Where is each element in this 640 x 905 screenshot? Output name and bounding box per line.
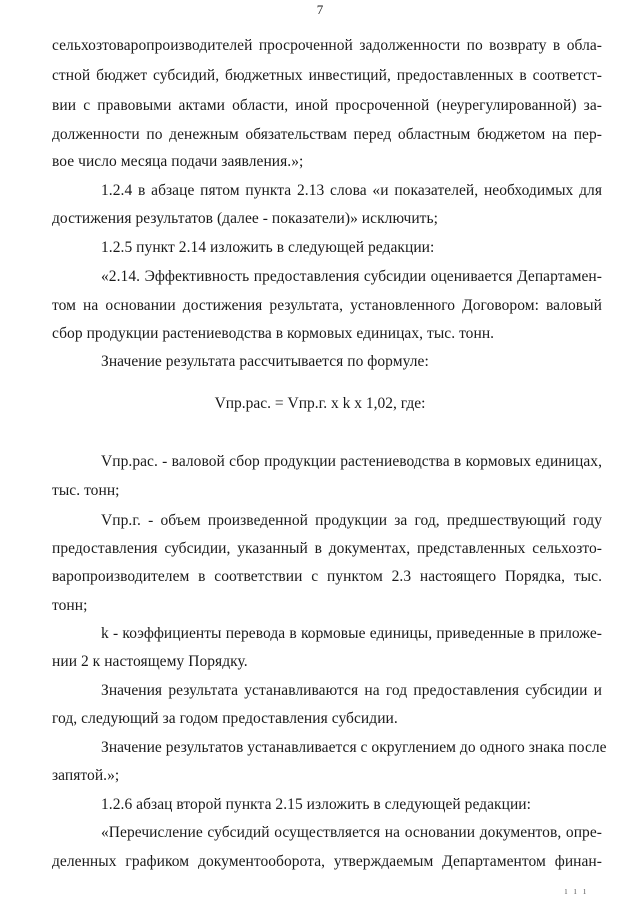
- formula: Vпр.рас. = Vпр.г. х k х 1,02, где:: [214, 395, 426, 412]
- text-line: стной бюджет субсидий, бюджетных инвестиций, предоставленных в соответст-: [52, 67, 602, 84]
- text-line: Значение результатов устанавливается с округлением до одного знака после: [101, 739, 607, 756]
- text-line: вое число месяца подачи заявления.»;: [52, 153, 304, 170]
- text-line: нии 2 к настоящему Порядку.: [52, 653, 248, 670]
- text-line: «2.14. Эффективность предоставления субсидии оценивается Департамен-: [101, 268, 602, 285]
- text-line: сельхозтоваропроизводителей просроченной задолженности по возврату в обла-: [52, 37, 602, 54]
- text-line: 1.2.5 пункт 2.14 изложить в следующей редакции:: [101, 239, 435, 256]
- text-line: Значение результата рассчитывается по формуле:: [101, 353, 429, 370]
- text-line: предоставления субсидии, указанный в документах, представленных сельхозто-: [52, 540, 602, 557]
- text-line: тыс. тонн;: [52, 482, 120, 499]
- text-line: год, следующий за годом предоставления субсидии.: [52, 710, 398, 727]
- text-line: k - коэффициенты перевода в кормовые единицы, приведенные в приложе-: [101, 625, 602, 642]
- text-line: 1.2.4 в абзаце пятом пункта 2.13 слова «и показателей, необходимых для: [101, 182, 602, 199]
- page-number: 7: [316, 2, 324, 17]
- corner-mark: ı ı ı: [564, 886, 588, 897]
- text-line: Значения результата устанавливаются на год предоставления субсидии и: [101, 682, 602, 699]
- text-line: достижения результатов (далее - показатели)» исключить;: [52, 210, 438, 227]
- text-line: долженности по денежным обязательствам перед областным бюджетом на пер-: [52, 126, 602, 143]
- text-line: 1.2.6 абзац второй пункта 2.15 изложить в следующей редакции:: [101, 796, 532, 813]
- text-line: вии с правовыми актами области, иной просроченной (неурегулированной) за-: [52, 97, 602, 114]
- text-line: «Перечисление субсидий осуществляется на основании документов, опре-: [101, 824, 602, 841]
- text-line: варопроизводителем в соответствии с пунктом 2.3 настоящего Порядка, тыс.: [52, 568, 602, 585]
- text-line: том на основании достижения результата, установленного Договором: валовый: [52, 297, 602, 314]
- text-line: сбор продукции растениеводства в кормовых единицах, тыс. тонн.: [52, 325, 495, 342]
- text-line: Vпр.г. - объем произведенной продукции за год, предшествующий году: [101, 512, 602, 529]
- text-line: запятой.»;: [52, 767, 120, 784]
- text-line: Vпр.рас. - валовой сбор продукции растениеводства в кормовых единицах,: [101, 453, 602, 470]
- text-line: тонн;: [52, 597, 88, 614]
- text-line: деленных графиком документооборота, утверждаемым Департаментом финан-: [52, 853, 602, 870]
